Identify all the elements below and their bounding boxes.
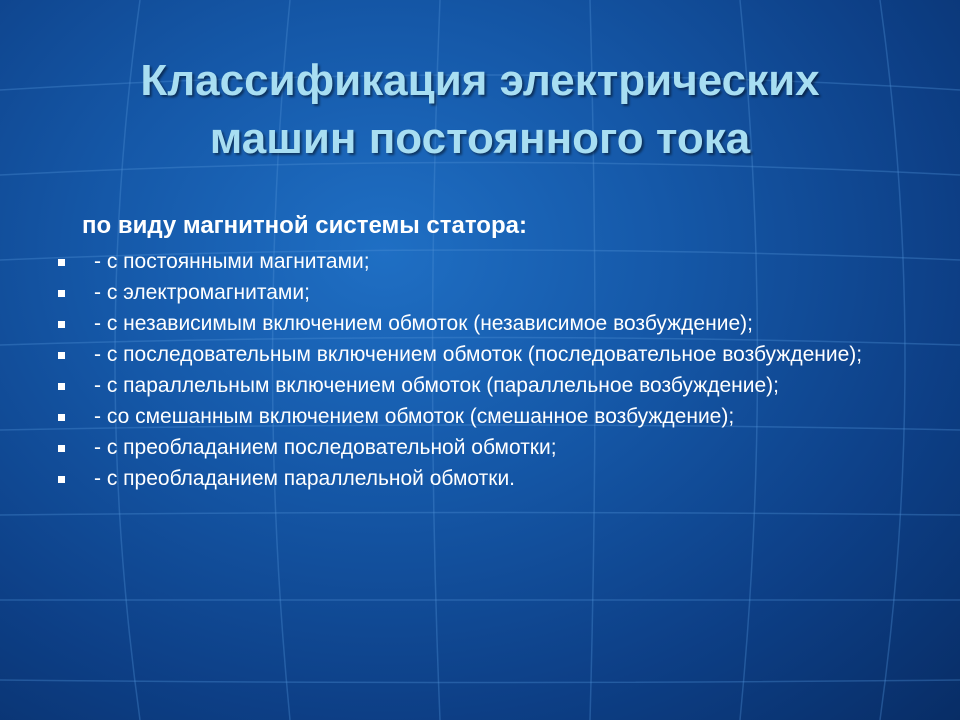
list-item: [58, 250, 938, 274]
list-item: [58, 467, 938, 491]
slide-title: Классификация электрических машин постоянного тока: [140, 56, 820, 163]
list-item-text: - с преобладанием последовательной обмотки;: [94, 436, 557, 459]
square-bullet-icon: [58, 414, 65, 421]
list-item-text: - с параллельным включением обмоток (параллельное возбуждение);: [94, 374, 779, 397]
list-item-text: - с последовательным включением обмоток (последовательное возбуждение);: [94, 343, 863, 366]
list-item-text: - со смешанным включением обмоток (смешанное возбуждение);: [94, 405, 735, 428]
square-bullet-icon: [58, 445, 65, 452]
square-bullet-icon: [58, 321, 65, 328]
square-bullet-icon: [58, 290, 65, 297]
list-item-text: - с независимым включением обмоток (независимое возбуждение);: [94, 312, 753, 335]
square-bullet-icon: [58, 259, 65, 266]
list-item: [58, 436, 938, 460]
list-item: [58, 343, 938, 367]
list-item-text: - с электромагнитами;: [94, 281, 310, 304]
list-item-text: - с преобладанием параллельной обмотки.: [94, 467, 516, 490]
list-item: [58, 312, 938, 336]
classification-list: [58, 250, 938, 498]
list-item-text: - с постоянными магнитами;: [94, 250, 370, 273]
list-item: [58, 281, 938, 305]
list-item: [58, 374, 938, 398]
square-bullet-icon: [58, 383, 65, 390]
square-bullet-icon: [58, 352, 65, 359]
list-item: [58, 405, 938, 429]
slide-subtitle: по виду магнитной системы статора:: [82, 212, 527, 239]
square-bullet-icon: [58, 476, 65, 483]
